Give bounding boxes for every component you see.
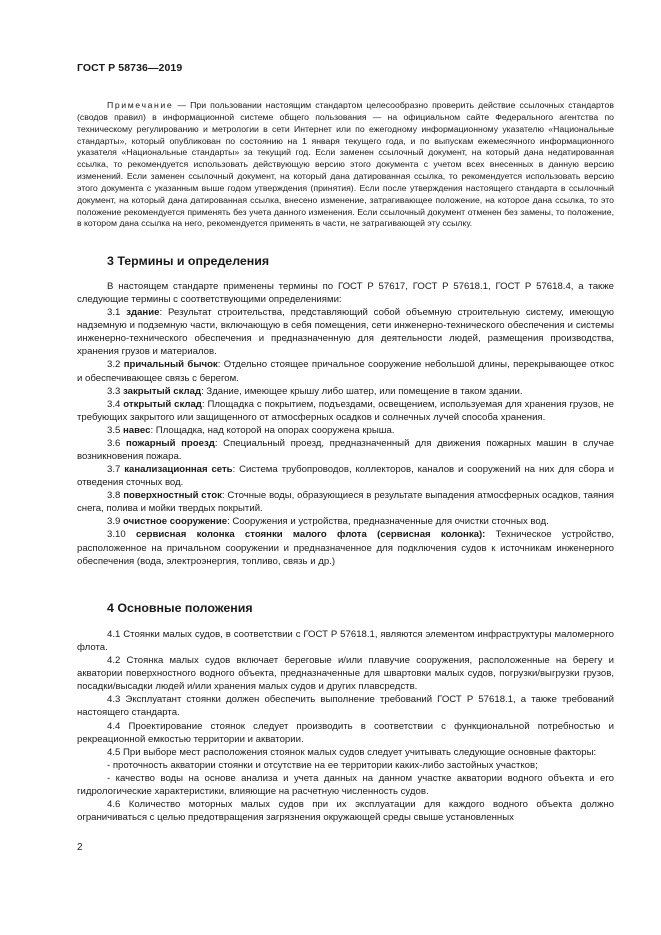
section-3-intro: В настоящем стандарте применены термины по ГОСТ Р 57617, ГОСТ Р 57618.1, ГОСТ Р 57618.4, а также следующие термины с соответствующими определениями: [77, 281, 614, 306]
paragraph-4-4: 4.4 Проектирование стоянок следует производить в соответствии с функциональной потребностью и рекреационной емкостью территории и акватории. [77, 720, 614, 745]
section-3-body [77, 280, 614, 568]
paragraph-4-5: 4.5 При выборе мест расположения стоянок малых судов следует учитывать следующие основные факторы: [107, 746, 597, 758]
term-3-7: 3.7 канализационная сеть: Система трубопроводов, коллекторов, каналов и сооружений на них для сбора и отведения сточных вод. [77, 464, 614, 489]
term-3-2: 3.2 причальный бычок: Отдельно стоящее причальное сооружение небольшой длины, перекрывающее откос и обеспечивающее связь с берегом. [77, 359, 615, 384]
list-item-flow: - проточность акватории стоянки и отсутствие на ее территории каких-либо застойных участков; [107, 759, 538, 771]
term-3-10: 3.10 сервисная колонка стоянки малого флота (сервисная колонка): Техническое устройство, расположенное на причальном сооружении и предназначенное для подключения судов к источникам инженерного обеспечения (вода, электроэнергия, топливо, связь и др.) [77, 529, 614, 567]
paragraph-4-6: 4.6 Количество моторных малых судов при их эксплуатации для каждого водного объекта должно ограничиваться с целью предотвращения загрязнения окружающей среды свыше установленных [77, 799, 614, 824]
section-4-body [77, 628, 614, 824]
reference-note [77, 100, 614, 230]
paragraph-4-3: 4.3 Эксплуатант стоянки должен обеспечить выполнение требований ГОСТ Р 57618.1, а также требований настоящего стандарта. [77, 694, 614, 719]
term-3-6: 3.6 пожарный проезд: Специальный проезд, предназначенный для движения пожарных машин в случае возникновения пожара. [77, 437, 615, 463]
paragraph-4-1: 4.1 Стоянки малых судов, в соответствии с ГОСТ Р 57618.1, являются элементом инфраструктуры маломерного флота. [77, 629, 614, 654]
term-3-3: 3.3 закрытый склад: Здание, имеющее крышу либо шатер, или помещение в таком здании. [107, 385, 523, 397]
term-3-8: 3.8 поверхностный сток: Сточные воды, образующиеся в результате выпадения атмосферных осадков, таяния снега, полива и мойки твердых покрытий. [77, 490, 614, 515]
section-3-title: 3 Термины и определения [107, 254, 270, 268]
term-3-4: 3.4 открытый склад: Площадка с покрытием, подъездами, освещением, используемая для хранения грузов, не требующих закрытого или защищенного от атмосферных осадков и солнечных лучей способа хранения. [77, 398, 614, 423]
term-3-9: 3.9 очистное сооружение: Сооружения и устройства, предназначенные для очистки сточных вод. [107, 516, 549, 528]
note-label: Примечание [107, 100, 174, 110]
page-number: 2 [77, 842, 83, 853]
term-3-1: 3.1 здание: Результат строительства, представляющий собой объемную строительную систему, имеющую надземную и подземную части, включающую в себя помещения, сети инженерно-технического обеспечения и системы инженерно-технического обеспечения и предназначенную для деятельности людей, размещения производства, хранения грузов и материалов. [77, 307, 614, 358]
note-text: — При пользовании настоящим стандартом целесообразно проверить действие ссылочных стандартов (сводов правил) в информационной системе общего пользования — на официальном сайте Федерального агентства по техническому регулированию и метрологии в сети Интернет или по ежегодному информационному указателю «Национальные стандарты», который опубликован по состоянию на 1 января текущего года, и по выпускам ежемесячного информационного указателя «Национальные стандарты» за текущий год. Если заменен ссылочный документ, на который дана недатированная ссылка, то рекомендуется использовать действующую версию этого документа с учетом всех внесенных в данную версию изменений. Если заменен ссылочный документ, на который дана датированная ссылка, то рекомендуется использовать версию этого документа с указанным выше годом утверждения (принятия). Если после утверждения настоящего стандарта в ссылочный документ, на который дана датированная ссылка, внесено изменение, затрагивающее положение, на которое дана ссылка, то это положение рекомендуется применять без учета данного изменения. Если ссылочный документ отменен без замены, то положение, в котором дана ссылка на него, рекомендуется применять в части, не затрагивающей эту ссылку. [77, 100, 614, 229]
paragraph-4-2: 4.2 Стоянка малых судов включает береговые и/или плавучие сооружения, расположенные на берегу и акватории поверхностного водного объекта, предназначенные для швартовки малых судов, погрузки/выгрузки грузов, посадки/высадки людей и/или хранения малых судов и других плавсредств. [77, 655, 614, 693]
standard-header: ГОСТ Р 58736—2019 [77, 62, 183, 74]
term-3-5: 3.5 навес: Площадка, над которой на опорах сооружена крыша. [107, 424, 395, 436]
list-item-water-quality: - качество воды на основе анализа и учета данных на данном участке акватории водного объекта и его гидрологические характеристики, влияющие на расчетную численность судов. [77, 772, 614, 797]
section-4-title: 4 Основные положения [107, 601, 253, 615]
